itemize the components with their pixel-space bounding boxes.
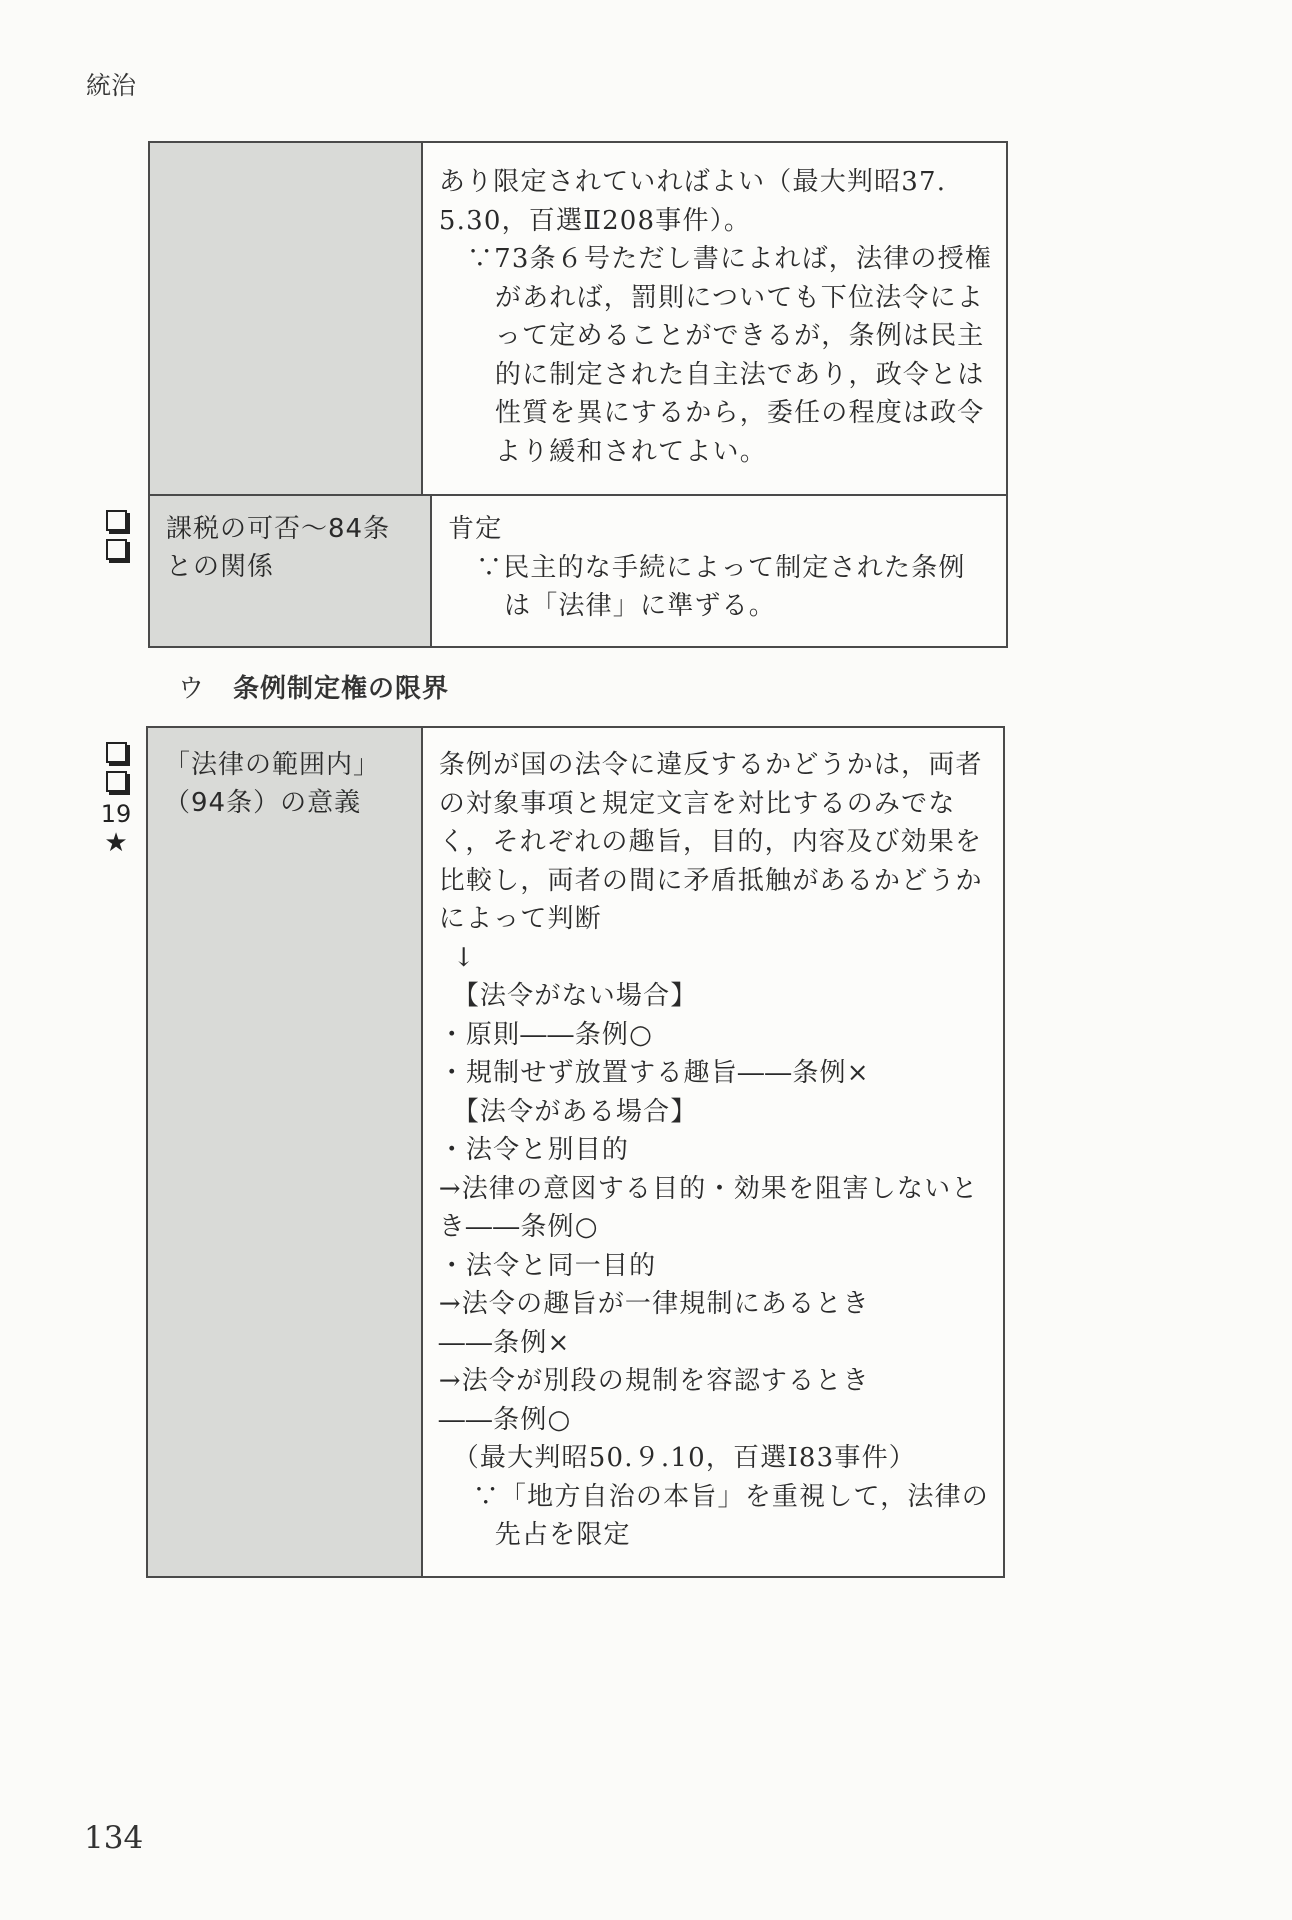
section-subheading [178,668,449,705]
text-line: ∵「地方自治の本旨」を重視して，法律の [472,1481,989,1512]
text-line: ――条例○ [438,1404,572,1435]
text-line: 先占を限定 [494,1520,631,1550]
text-line: き――条例○ [438,1212,599,1242]
text-line: ・法令と別目的 [438,1135,630,1165]
row-1-content-cell [423,143,1006,494]
text-line: によって判断 [438,904,602,934]
text-line: の対象事項と規定文言を対比するのみでな [438,788,956,819]
citation-line: （最大判昭50.９.10，百選Ⅰ83事件） [452,1443,916,1473]
table-2-checkmarks [98,742,134,858]
table-2 [146,726,1005,1578]
row-2-content-cell [432,496,1006,646]
text-line: は「法律」に準ずる。 [504,591,777,621]
text-line: ・原則――条例○ [438,1019,654,1050]
star-icon: ★ [104,828,128,858]
page-number: 134 [84,1820,144,1856]
text-line: ・法令と同一目的 [438,1250,657,1281]
checkbox-icon[interactable] [106,771,127,792]
text-line: ∵民主的な手続によって制定された条例 [476,552,966,583]
label-line: 課税の可否～84条 [166,514,391,544]
subheading-text: 条例制定権の限界 [233,674,450,704]
label-line: （94条）の意義 [164,788,362,818]
row-2-checkmarks [98,510,134,568]
text-line: 肯定 [448,514,503,544]
text-line: 【法令がある場合】 [452,1096,698,1127]
running-header: 統治 [86,71,137,100]
text-line: 的に制定された自主法であり，政令とは [494,359,985,390]
text-line: ∵73条６号ただし書によれば，法律の授権 [466,244,992,274]
text-line: より緩和されてよい。 [494,436,767,467]
text-line: →法令が別段の規制を容認するとき [438,1366,870,1396]
subheading-marker: ウ [178,674,206,704]
row-1-label-cell [150,143,423,494]
label-line: との関係 [166,552,275,582]
text-line: く，それぞれの趣旨，目的，内容及び効果を [438,827,983,857]
row-2-label-cell [150,496,432,646]
text-line: 性質を異にするから，委任の程度は政令 [494,398,985,428]
text-line: →法令の趣旨が一律規制にあるとき [438,1289,870,1319]
text-line: →法律の意図する目的・効果を阻害しないと [438,1173,979,1204]
text-line: 5.30，百選Ⅱ208事件）。 [438,205,752,236]
text-line: があれば，罰則についても下位法令によ [494,282,984,313]
text-line: 【法令がない場合】 [452,981,698,1011]
label-line: 「法律の範囲内」 [164,750,381,780]
checkbox-icon[interactable] [106,742,127,763]
checkbox-icon[interactable] [106,510,127,531]
table-2-content-cell [423,728,1003,1576]
checkbox-icon[interactable] [106,539,127,560]
table-1-row-1 [150,143,1006,496]
table-1 [148,141,1008,648]
text-line: ――条例× [438,1327,571,1358]
text-line: って定めることができるが，条例は民主 [494,321,985,351]
text-line: 比較し，両者の間に矛盾抵触があるかどうか [438,865,983,896]
text-line: ・規制せず放置する趣旨――条例× [438,1058,870,1088]
exam-count: 19 [100,800,132,828]
text-line: あり限定されていればよい（最大判昭37. [438,167,947,197]
table-2-label-cell [148,728,423,1576]
down-arrow: ↓ [452,942,476,973]
table-1-row-2 [150,496,1006,646]
text-line: 条例が国の法令に違反するかどうかは，両者 [438,750,983,780]
